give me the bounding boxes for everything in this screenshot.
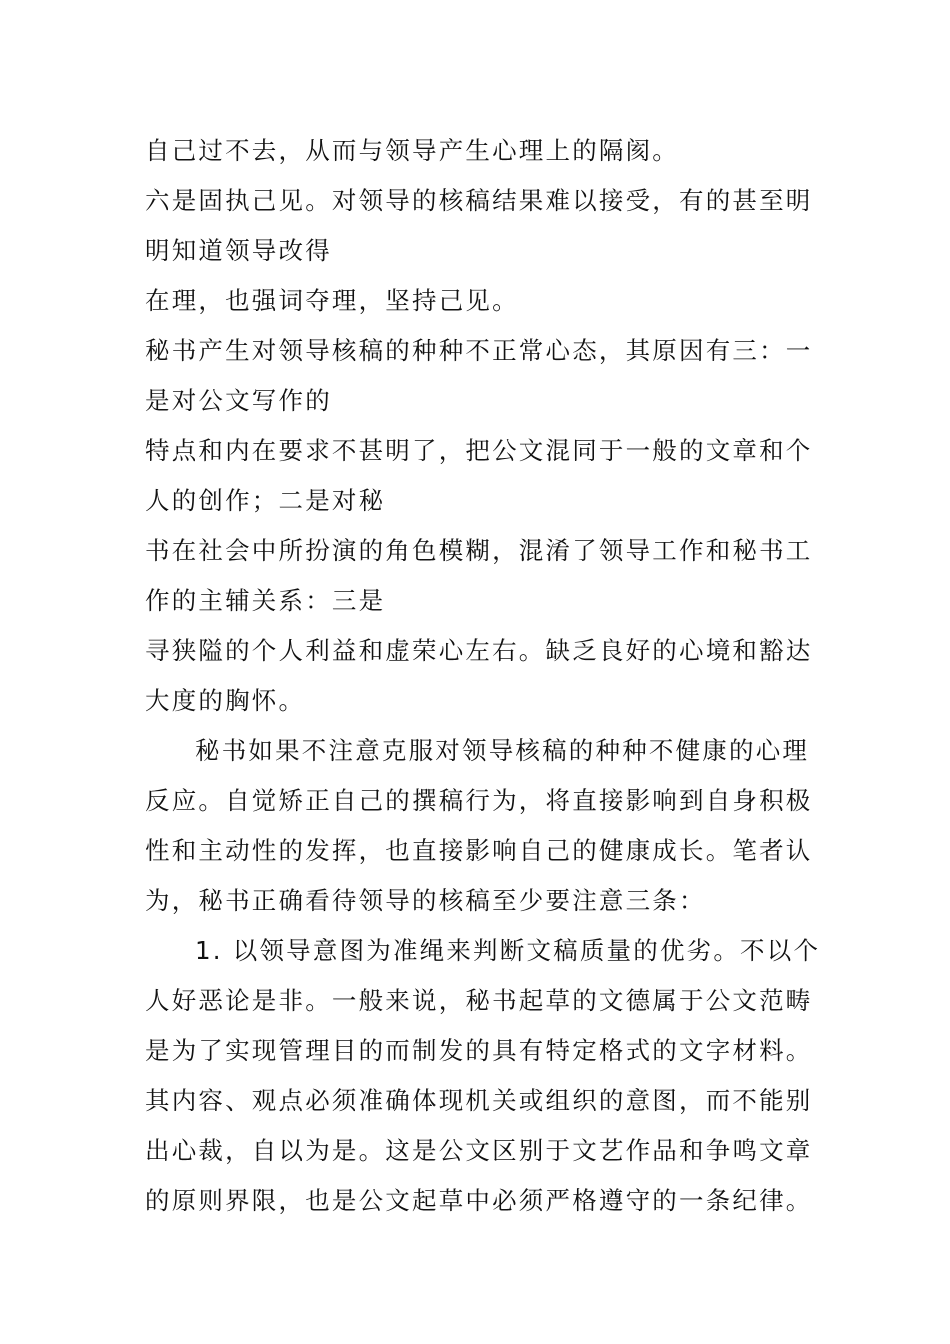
text-line: 反应。自觉矫正自己的撰稿行为，将直接影响到自身积极 [145,786,813,815]
text-line: 其内容、观点必须准确体现机关或组织的意图，而不能别 [145,1086,813,1115]
text-line: 为，秘书正确看待领导的核稿至少要注意三条： [145,886,706,915]
numbered-item-first-line: 1. 以领导意图为准绳来判断文稿质量的优劣。不以个 [195,936,821,965]
text-line: 书在社会中所扮演的角色模糊，混淆了领导工作和秘书工 [145,536,813,565]
text-line: 是对公文写作的 [145,386,332,415]
text-line: 性和主动性的发挥，也直接影响自己的健康成长。笔者认 [145,836,813,865]
text-line: 六是固执己见。对领导的核稿结果难以接受，有的甚至明 [145,186,813,215]
text-line: 人的创作；二是对秘 [145,486,386,515]
text-line: 的原则界限，也是公文起草中必须严格遵守的一条纪律。 [145,1186,813,1215]
paragraph-first-line: 秘书如果不注意克服对领导核稿的种种不健康的心理 [195,736,810,765]
text-line: 在理，也强词夺理，坚持己见。 [145,286,519,315]
text-line: 出心裁，自以为是。这是公文区别于文艺作品和争鸣文章 [145,1136,813,1165]
text-line: 寻狭隘的个人利益和虚荣心左右。缺乏良好的心境和豁达 [145,636,813,665]
text-line: 自己过不去，从而与领导产生心理上的隔阂。 [145,136,679,165]
text-line: 明知道领导改得 [145,236,332,265]
text-line: 特点和内在要求不甚明了，把公文混同于一般的文章和个 [145,436,813,465]
text-line: 秘书产生对领导核稿的种种不正常心态，其原因有三：一 [145,336,813,365]
text-line: 大度的胸怀。 [145,686,306,715]
text-line: 作的主辅关系：三是 [145,586,386,615]
text-line: 人好恶论是非。一般来说，秘书起草的文德属于公文范畴 [145,986,813,1015]
text-line: 是为了实现管理目的而制发的具有特定格式的文字材料。 [145,1036,813,1065]
